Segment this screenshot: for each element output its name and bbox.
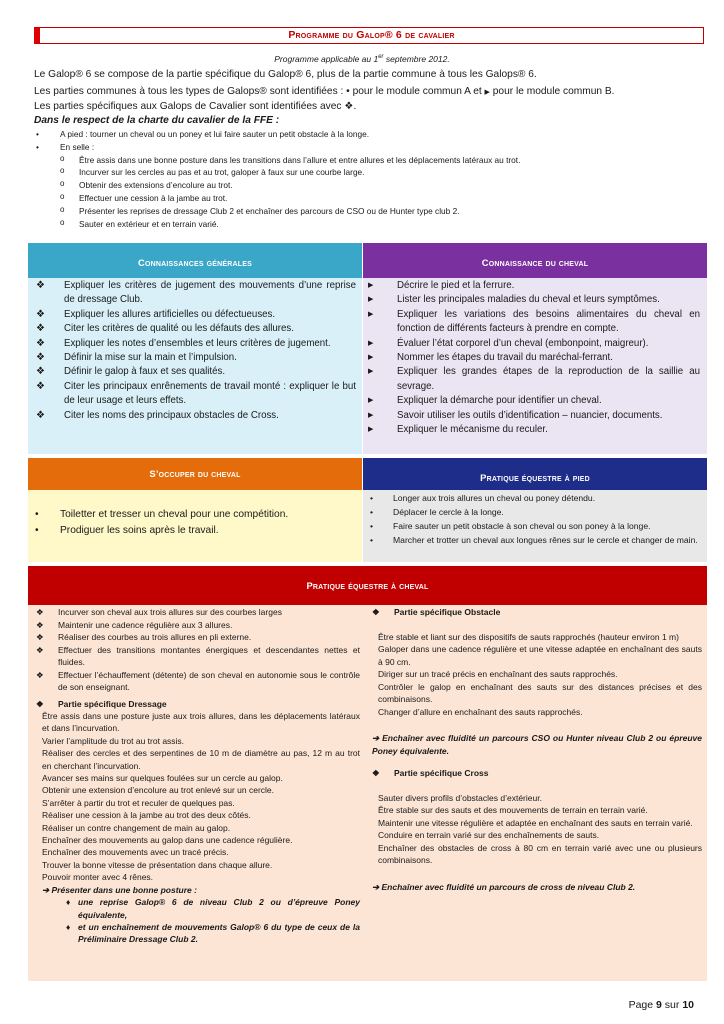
list-item: • Faire sauter un petit obstacle à son cheval ou son poney à la longe. xyxy=(363,519,701,533)
list-item: Diriger sur un tracé précis en enchaînant des sauts rapprochés. xyxy=(378,669,618,679)
list-item: ▶ Décrire le pied et la ferrure. xyxy=(365,279,700,293)
list-item: ❖ Effectuer des transitions montantes énergiques et descendantes nettes et fluides. xyxy=(32,644,360,669)
list-item: ▶ Lister les principales maladies du cheval et leurs symptômes. xyxy=(365,293,700,307)
enselle-subitem: o Sauter en extérieur et en terrain varié. xyxy=(34,218,709,231)
soccuper-panel xyxy=(28,490,362,562)
diamond-icon: ❖ xyxy=(344,101,354,112)
list-item: ❖ Définir la mise sur la main et l’impulsion. xyxy=(32,351,356,365)
list-item: Enchaîner des obstacles de cross à 80 cm en terrain varié avec une ou plusieurs combinaisons. xyxy=(378,842,702,865)
list-item: ▶ Nommer les étapes du travail du maréchal-ferrant. xyxy=(365,351,700,365)
list-item: ❖ Citer les noms des principaux obstacles de Cross. xyxy=(32,409,356,423)
triangle-icon: ▶ xyxy=(484,89,490,96)
pratique-cheval-left-column xyxy=(32,606,360,946)
list-item: ▶ Expliquer le mécanisme du reculer. xyxy=(365,423,700,437)
list-item: • Prodiguer les soins après le travail. xyxy=(28,523,356,539)
list-item: ❖ Incurver son cheval aux trois allures sur des courbes larges xyxy=(32,606,360,619)
arrow-icon: ➔ xyxy=(372,881,380,892)
dressage-title: ❖ Partie spécifique Dressage xyxy=(32,698,360,711)
enselle-subitem: o Incurver sur les cercles au pas et au trot, galoper à faux sur une courbe large. xyxy=(34,166,709,179)
list-item: ❖ Citer les critères de qualité ou les défauts des allures. xyxy=(32,322,356,336)
list-item: Obtenir une extension d’encolure au trot enlevé sur un cercle. xyxy=(42,785,274,796)
list-item: Conduire en terrain varié sur des enchaînements de sauts. xyxy=(378,830,600,840)
list-item: ▶ Expliquer la démarche pour identifier un cheval. xyxy=(365,394,700,408)
list-item: ❖ Expliquer les notes d’ensembles et leurs critères de jugement. xyxy=(32,337,356,351)
enselle-subitem: o Effectuer une cession à la jambe au trot. xyxy=(34,192,709,205)
pratique-pied-panel xyxy=(363,490,707,562)
arrow-icon: ➔ xyxy=(372,733,380,743)
list-item: Avancer ses mains sur quelques foulées sur un cercle au galop. xyxy=(42,773,283,784)
list-item: Réaliser un contre changement de main au galop. xyxy=(42,822,231,833)
enselle-item: • En selle : xyxy=(34,141,709,154)
cross-title: ❖ Partie spécifique Cross xyxy=(368,767,702,780)
pratique-cheval-right-column xyxy=(368,606,702,893)
list-item: Réaliser une cession à la jambe au trot des deux côtés. xyxy=(42,810,251,821)
enselle-subitem: o Obtenir des extensions d’encolure au trot. xyxy=(34,179,709,192)
bullet-icon: • xyxy=(346,86,350,97)
list-item: Être assis dans une posture juste aux trois allures, dans les déplacements latéraux et dans l’incurvation. xyxy=(42,711,360,734)
enselle-subitem: o Présenter les reprises de dressage Club 2 et enchaîner des parcours de CSO ou de Hunter type club 2. xyxy=(34,205,709,218)
list-item: ▶ Expliquer les grandes étapes de la reproduction de la saillie au sevrage. xyxy=(365,365,700,394)
intro-line-2: Les parties communes à tous les types de Galops® sont identifiées : • pour le module commun A et ▶ pour le module commun B. xyxy=(34,86,615,97)
list-item: ▶ Savoir utiliser les outils d’identification – nuancier, documents. xyxy=(365,409,700,423)
arrow-icon: ➔ xyxy=(42,884,50,895)
list-item: ♦ une reprise Galop® 6 de niveau Club 2 ou d’épreuve Poney équivalente, xyxy=(42,896,360,921)
charte-heading: Dans le respect de la charte du cavalier de la FFE : xyxy=(34,115,280,126)
intro-line-1: Le Galop® 6 se compose de la partie spécifique du Galop® 6, plus de la partie commune à tous les Galops® 6. xyxy=(34,69,537,80)
intro-line-3: Les parties spécifiques aux Galops de Cavalier sont identifiées avec ❖. xyxy=(34,101,357,112)
list-item: Maintenir une vitesse régulière et adaptée en enchaînant des sauts en terrain varié. xyxy=(378,817,693,828)
enselle-subitem: o Être assis dans une bonne posture dans les transitions dans l’allure et entre allures et les déplacements latéraux au trot. xyxy=(34,154,709,167)
list-item: Galoper dans une cadence régulière et une vitesse adaptée en enchaînant des sauts à 90 cm. xyxy=(378,644,702,667)
connaissance-cheval-panel xyxy=(363,278,707,454)
list-item: Changer d’allure en enchaînant des sauts rapprochés. xyxy=(378,706,583,717)
list-item: • Déplacer le cercle à la longe. xyxy=(363,505,701,519)
list-item: Pouvoir monter avec 4 rênes. xyxy=(42,872,154,883)
list-item: ▶ Expliquer les variations des besoins alimentaires du cheval en fonction de différents facteurs à prendre en compte. xyxy=(365,308,700,337)
list-item: ❖ Expliquer les allures artificielles ou défectueuses. xyxy=(32,308,356,322)
page-title: Programme du Galop® 6 de cavalier xyxy=(34,27,704,44)
list-item: ▶ Évaluer l’état corporel d’un cheval (embonpoint, maigreur). xyxy=(365,337,700,351)
connaissances-panel xyxy=(28,278,362,454)
dressage-present: ➔ Présenter dans une bonne posture : xyxy=(42,884,197,895)
list-item: Être stable sur des sauts et des mouvements de terrain en terrain varié. xyxy=(378,805,648,815)
list-item: Enchaîner des mouvements avec un tracé précis. xyxy=(42,847,229,858)
connaissance-cheval-header: Connaissance du cheval xyxy=(363,243,707,278)
list-item: ♦ et un enchaînement de mouvements Galop® 6 du type de ceux de la Préliminaire Dressage Club 2. xyxy=(42,921,360,946)
list-item: Varier l’amplitude du trot au trot assis. xyxy=(42,735,185,746)
list-item: ❖ Effectuer l’échauffement (détente) de son cheval en autonomie sous le contrôle de son enseignant. xyxy=(32,669,360,694)
intro-section xyxy=(34,68,709,230)
list-item: Être stable et liant sur des dispositifs de sauts rapprochés (hauteur environ 1 m) xyxy=(378,631,679,642)
list-item: ❖ Réaliser des courbes au trois allures en pli externe. xyxy=(32,631,360,644)
cross-goal: ➔ Enchaîner avec fluidité un parcours de cross de niveau Club 2. xyxy=(372,881,636,892)
list-item: • Longer aux trois allures un cheval ou poney détendu. xyxy=(363,491,701,505)
list-item: • Marcher et trotter un cheval aux longues rênes sur le cercle et changer de main. xyxy=(363,533,701,547)
obstacle-goal: ➔ Enchaîner avec fluidité un parcours CSO ou Hunter niveau Club 2 ou épreuve Poney équivalente. xyxy=(372,733,702,756)
list-item: ❖ Définir le galop à faux et ses qualités. xyxy=(32,365,356,379)
list-item: • Toiletter et tresser un cheval pour une compétition. xyxy=(28,507,356,523)
list-item: Sauter divers profils d’obstacles d’extérieur. xyxy=(378,792,542,803)
list-item: ❖ Maintenir une cadence régulière aux 3 allures. xyxy=(32,619,360,632)
soccuper-header: S’occuper du cheval xyxy=(28,458,362,490)
obstacle-title: ❖ Partie spécifique Obstacle xyxy=(368,606,702,619)
list-item: Enchaîner des mouvements au galop dans une cadence régulière. xyxy=(42,835,293,846)
list-item: Contrôler le galop en enchaînant des sauts sur des distances précises et des combinaisons. xyxy=(378,681,702,704)
list-item: Trouver la bonne vitesse de présentation dans chaque allure. xyxy=(42,859,273,870)
list-item: S’arrêter à partir du trot et reculer de quelques pas. xyxy=(42,797,235,808)
pratique-pied-header: Pratique équestre à pied xyxy=(363,458,707,490)
connaissances-header: Connaissances générales xyxy=(28,243,362,278)
apied-item: • A pied : tourner un cheval ou un poney et lui faire sauter un petit obstacle à la longe. xyxy=(34,128,709,141)
pratique-cheval-header: Pratique équestre à cheval xyxy=(28,566,707,605)
list-item: Réaliser des cercles et des serpentines de 10 m de diamètre au pas, 12 m au trot en cherchant l’incurvation. xyxy=(42,748,360,771)
page-footer: Page 9 sur 10 xyxy=(628,999,694,1011)
list-item: ❖ Citer les principaux enrênements de travail monté : expliquer le but de leur usage et leurs effets. xyxy=(32,380,356,409)
list-item: ❖ Expliquer les critères de jugement des mouvements d’une reprise de dressage Club. xyxy=(32,279,356,308)
page-subtitle: Programme applicable au 1er septembre 2012. xyxy=(274,54,450,64)
